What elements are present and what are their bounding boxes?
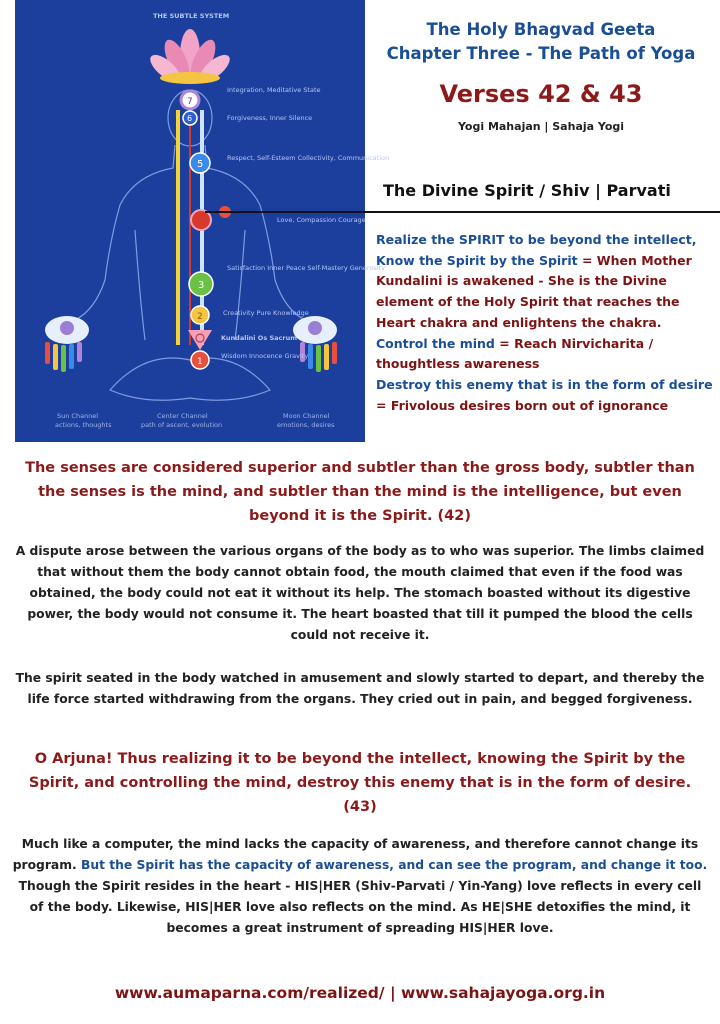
commentary-paragraph-2: The spirit seated in the body watched in amusement and slowly started to depart, and thereby the life force started withdrawing from the organs. They cried out in pain, and begged forgiveness. xyxy=(15,671,705,706)
figure-title: THE SUBTLE SYSTEM xyxy=(153,12,230,20)
channel-name: Moon Channel xyxy=(283,412,330,420)
side-notes xyxy=(376,230,714,416)
note-spirit-term: Realize the SPIRIT to be beyond the intellect, Know the Spirit by the Spirit xyxy=(376,232,697,268)
svg-text:2: 2 xyxy=(197,312,203,322)
chakra-6-icon xyxy=(183,111,197,125)
chakra-label: Wisdom Innocence Gravity xyxy=(221,352,309,360)
channel-name: Sun Channel xyxy=(57,412,99,420)
left-hand-icon xyxy=(45,316,89,372)
svg-text:1: 1 xyxy=(197,357,203,367)
subtle-system-figure xyxy=(15,0,390,442)
chakra-label: Creativity Pure Knowledge xyxy=(223,309,309,317)
authors: Yogi Mahajan | Sahaja Yogi xyxy=(457,120,625,133)
note-mind-term: Control the mind xyxy=(376,335,495,351)
commentary-paragraph-3 xyxy=(12,834,708,939)
chapter-title: Chapter Three - The Path of Yoga xyxy=(386,44,696,63)
svg-text:6: 6 xyxy=(187,114,193,123)
chakra-3-icon xyxy=(189,272,213,296)
note-desire-meaning: = Frivolous desires born out of ignorance xyxy=(376,397,669,413)
title-block xyxy=(370,18,712,133)
channel-desc: path of ascent, evolution xyxy=(141,421,223,429)
right-hand-icon xyxy=(293,316,337,372)
channel-name: Center Channel xyxy=(157,412,208,420)
chakra-label: Respect, Self-Esteem Collectivity, Communication xyxy=(227,154,390,162)
note-mind xyxy=(376,334,714,375)
channel-desc: emotions, desires xyxy=(277,421,335,429)
verse-42: The senses are considered superior and subtler than the gross body, subtler than the senses is the mind, and subtler than the mind is the intelligence, but even beyond it is the Spirit. (42) xyxy=(25,460,695,524)
lotus-icon xyxy=(146,29,234,86)
chakra-label: Kundalini Os Sacrum xyxy=(221,334,297,342)
book-title: The Holy Bhagvad Geeta xyxy=(426,20,656,39)
chakra-label: Love, Compassion Courage xyxy=(277,216,366,224)
chakra-label: Satisfaction Inner Peace Self-Mastery Generosity xyxy=(227,264,385,272)
divider xyxy=(205,211,720,213)
channel-desc: actions, thoughts xyxy=(55,421,112,429)
divine-spirit-heading: The Divine Spirit / Shiv | Parvati xyxy=(383,181,671,200)
chakra-label: Forgiveness, Inner Silence xyxy=(227,114,313,122)
svg-text:3: 3 xyxy=(198,280,205,291)
note-mind-meaning: = Reach Nirvicharita / thoughtless awareness xyxy=(376,335,654,372)
commentary-paragraph-1: A dispute arose between the various organs of the body as to who was superior. The limbs claimed that without them the body cannot obtain food, the mouth claimed that even if the food was obtained, the body could not eat it without its help. The stomach boasted without its digestive power, the body would not consume it. The heart boasted that till it pumped the blood the cells could not receive it. xyxy=(15,544,705,642)
chakra-7-icon xyxy=(181,91,199,109)
svg-text:7: 7 xyxy=(187,97,193,107)
verses-title: Verses 42 & 43 xyxy=(439,80,643,108)
chakra-4-icon xyxy=(191,206,231,230)
svg-text:5: 5 xyxy=(197,159,204,170)
chakra-label: Integration, Meditative State xyxy=(227,86,321,94)
note-spirit-meaning: = When Mother Kundalini is awakened - She is the Divine element of the Holy Spirit that reaches the Heart chakra and enlightens the chakra. xyxy=(376,252,692,330)
verse-43: O Arjuna! Thus realizing it to be beyond the intellect, knowing the Spirit by the Spirit, and controlling the mind, destroy this enemy that is in the form of desire. (43) xyxy=(28,751,692,815)
para-3-highlight: But the Spirit has the capacity of awareness, and can see the program, and change it too. xyxy=(80,858,708,872)
chakra-5-icon xyxy=(190,153,210,173)
chakra-1-icon xyxy=(191,351,209,369)
note-desire xyxy=(376,375,714,416)
chakra-2-icon xyxy=(191,306,209,324)
para-3-part-3: Though the Spirit resides in the heart - HIS|HER (Shiv-Parvati / Yin-Yang) love reflects in every cell of the body. Likewise, HIS|HER love also reflects on the mind. As HE|SHE detoxifies the mind, it becomes a great instrument of spreading HIS|HER love. xyxy=(18,879,702,935)
kundalini-icon xyxy=(188,330,212,350)
para-3-part-1: Much like a computer, the mind lacks the capacity of awareness, and therefore cannot change its program. xyxy=(12,837,699,872)
note-spirit xyxy=(376,230,714,334)
note-desire-term: Destroy this enemy that is in the form of desire xyxy=(376,376,713,392)
footer-links[interactable]: www.aumaparna.com/realized/ | www.sahajayoga.org.in xyxy=(114,984,606,1002)
